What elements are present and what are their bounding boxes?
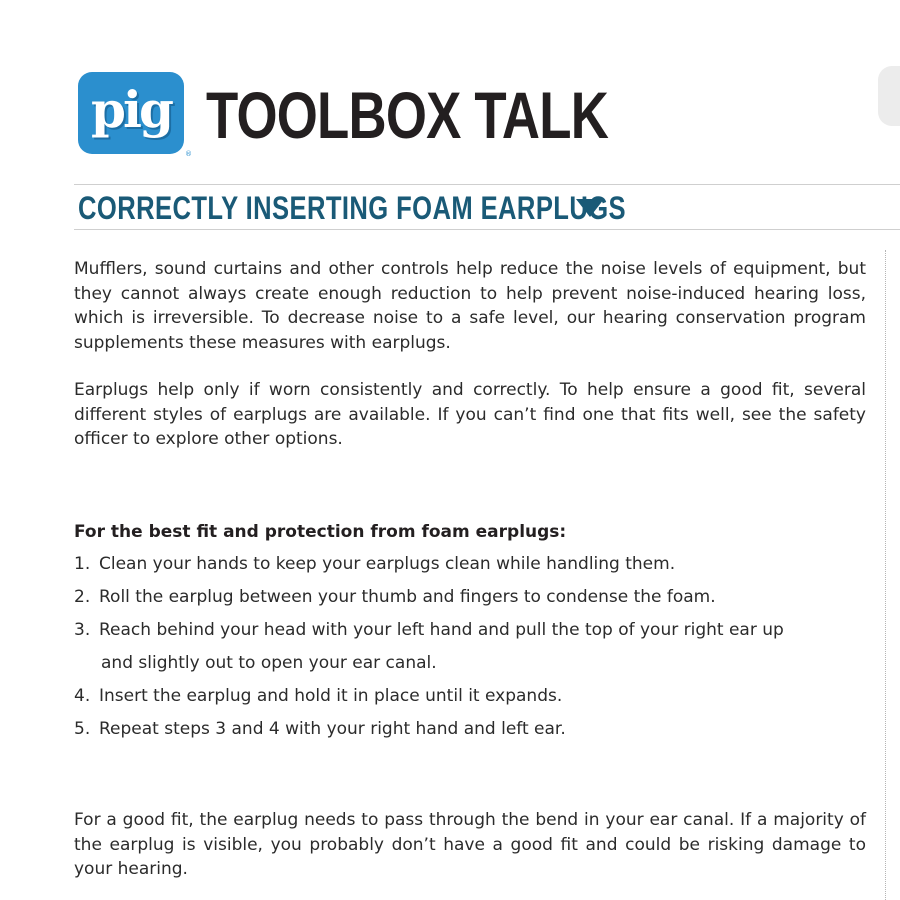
step-text: Reach behind your head with your left hand and pull the top of your right ear up: [99, 620, 784, 640]
step-number: 2.: [74, 587, 91, 607]
step-text: Insert the earplug and hold it in place until it expands.: [99, 686, 563, 706]
closing-paragraph: For a good fit, the earplug needs to pass through the bend in your ear canal. If a majority of the earplug is visible, you probably don’t have a good fit and could be risking damage to your hearing.: [74, 810, 866, 879]
step-text: Roll the earplug between your thumb and fingers to condense the foam.: [99, 587, 716, 607]
list-item: [74, 552, 874, 576]
step-number: 3.: [74, 620, 91, 640]
list-item: [74, 684, 874, 708]
step-number: 5.: [74, 719, 91, 739]
step-text: Repeat steps 3 and 4 with your right hand and left ear.: [99, 719, 566, 739]
list-heading: For the best fit and protection from foam earplugs:: [74, 522, 567, 542]
earplug-fit-paragraph: Earplugs help only if worn consistently and correctly. To help ensure a good fit, several different styles of earplugs are available. If you can’t find one that fits well, see the safety officer to explore other options.: [74, 380, 866, 449]
page-title: TOOLBOX TALK: [206, 78, 609, 152]
step-text: Clean your hands to keep your earplugs clean while handling them.: [99, 554, 676, 574]
pig-logo: [78, 72, 192, 158]
list-item: [74, 717, 874, 741]
logo-text: pig: [91, 80, 171, 139]
step-number: 1.: [74, 554, 91, 574]
dotted-margin-line: [885, 250, 886, 900]
section-divider-bottom: [74, 229, 900, 230]
section-title: CORRECTLY INSERTING FOAM EARPLUGS: [78, 189, 626, 226]
section-divider-top: [74, 184, 900, 185]
step-text-continued: and slightly out to open your ear canal.: [101, 653, 437, 673]
logo-registered-mark: ®: [185, 150, 192, 158]
list-item: [74, 618, 874, 675]
section-header: [78, 188, 626, 228]
step-number: 4.: [74, 686, 91, 706]
list-item: [74, 585, 874, 609]
steps-list: [74, 552, 874, 750]
intro-paragraph: Mufflers, sound curtains and other controls help reduce the noise levels of equipment, but they cannot always create enough reduction to help prevent noise-induced hearing loss, which is irreversible. To decrease noise to a safe level, our hearing conservation program supplements these measures with earplugs.: [74, 259, 866, 353]
page-corner-decoration: [878, 66, 900, 126]
